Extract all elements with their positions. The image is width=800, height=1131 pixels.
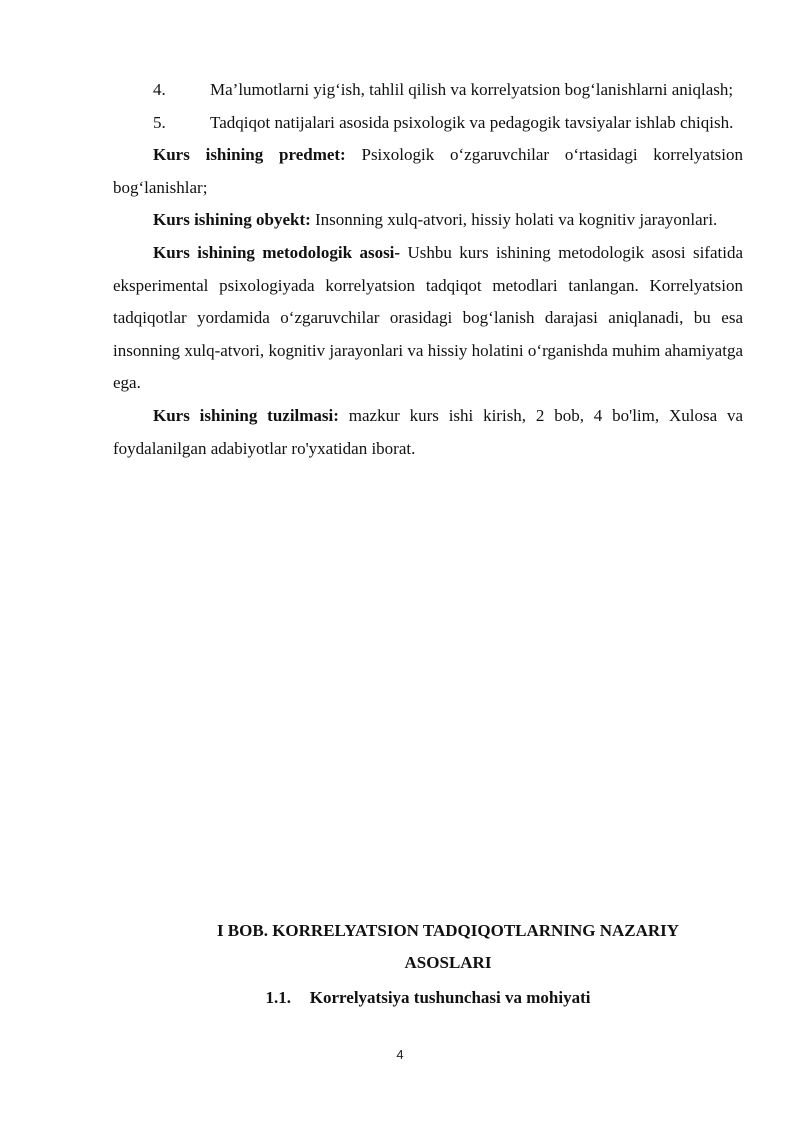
list-item-text: Ma’lumotlarni yig‘ish, tahlil qilish va korrelyatsion bog‘lanishlarni aniqlash; (210, 80, 734, 99)
chapter-heading (113, 915, 743, 979)
paragraph-label: Kurs ishining predmet: (153, 145, 346, 165)
section-title: Korrelyatsiya tushunchasi va mohiyati (309, 988, 591, 1007)
paragraph-object (113, 204, 743, 237)
paragraph-text: mazkur kurs ishi kirish, 2 bob, 4 bo'lim, Xulosa va foydalanilgan adabiyotlar ro'yxatidan iborat. (113, 405, 743, 458)
chapter-title-line1: I BOB. KORRELYATSION TADQIQOTLARNING NAZARIY (216, 921, 680, 940)
paragraph-text: Psixologik o‘zgaruvchilar o‘rtasidagi korrelyatsion bog‘lanishlar; (113, 145, 744, 197)
section-number: 1.1. (265, 988, 292, 1007)
list-item (113, 74, 743, 107)
list-item-number: 4. (153, 80, 166, 99)
paragraph-text: Ushbu kurs ishining metodologik asosi sifatida eksperimental psixologiyada korrelyatsion tadqiqot metodlari tanlangan. Korrelyatsion tadqiqotlar yordamida o‘zgaruvchilar orasidagi bog‘lanish darajasi aniqlanadi, bu esa insonning xulq-atvori, kognitiv jarayonlari va hissiy holatini o‘rganishda muhim ahamiyatga ega. (113, 242, 743, 393)
list-item-text: Tadqiqot natijalari asosida psixologik va pedagogik tavsiyalar ishlab chiqish. (210, 112, 734, 132)
list-item-number: 5. (153, 112, 166, 132)
page-number: 4 (396, 1047, 404, 1062)
paragraph-text: Insonning xulq-atvori, hissiy holati va kognitiv jarayonlari. (310, 210, 718, 230)
chapter-title-line2: ASOSLARI (404, 953, 492, 972)
paragraph-label: Kurs ishining obyekt: (153, 210, 311, 230)
paragraph-subject (113, 139, 743, 204)
body-text (113, 74, 743, 465)
paragraph-structure (113, 400, 743, 465)
paragraph-methodology (113, 237, 743, 400)
section-heading (113, 982, 743, 1014)
paragraph-label: Kurs ishining tuzilmasi: (153, 405, 339, 425)
list-item (113, 107, 743, 140)
paragraph-label: Kurs ishining metodologik asosi- (153, 242, 401, 262)
